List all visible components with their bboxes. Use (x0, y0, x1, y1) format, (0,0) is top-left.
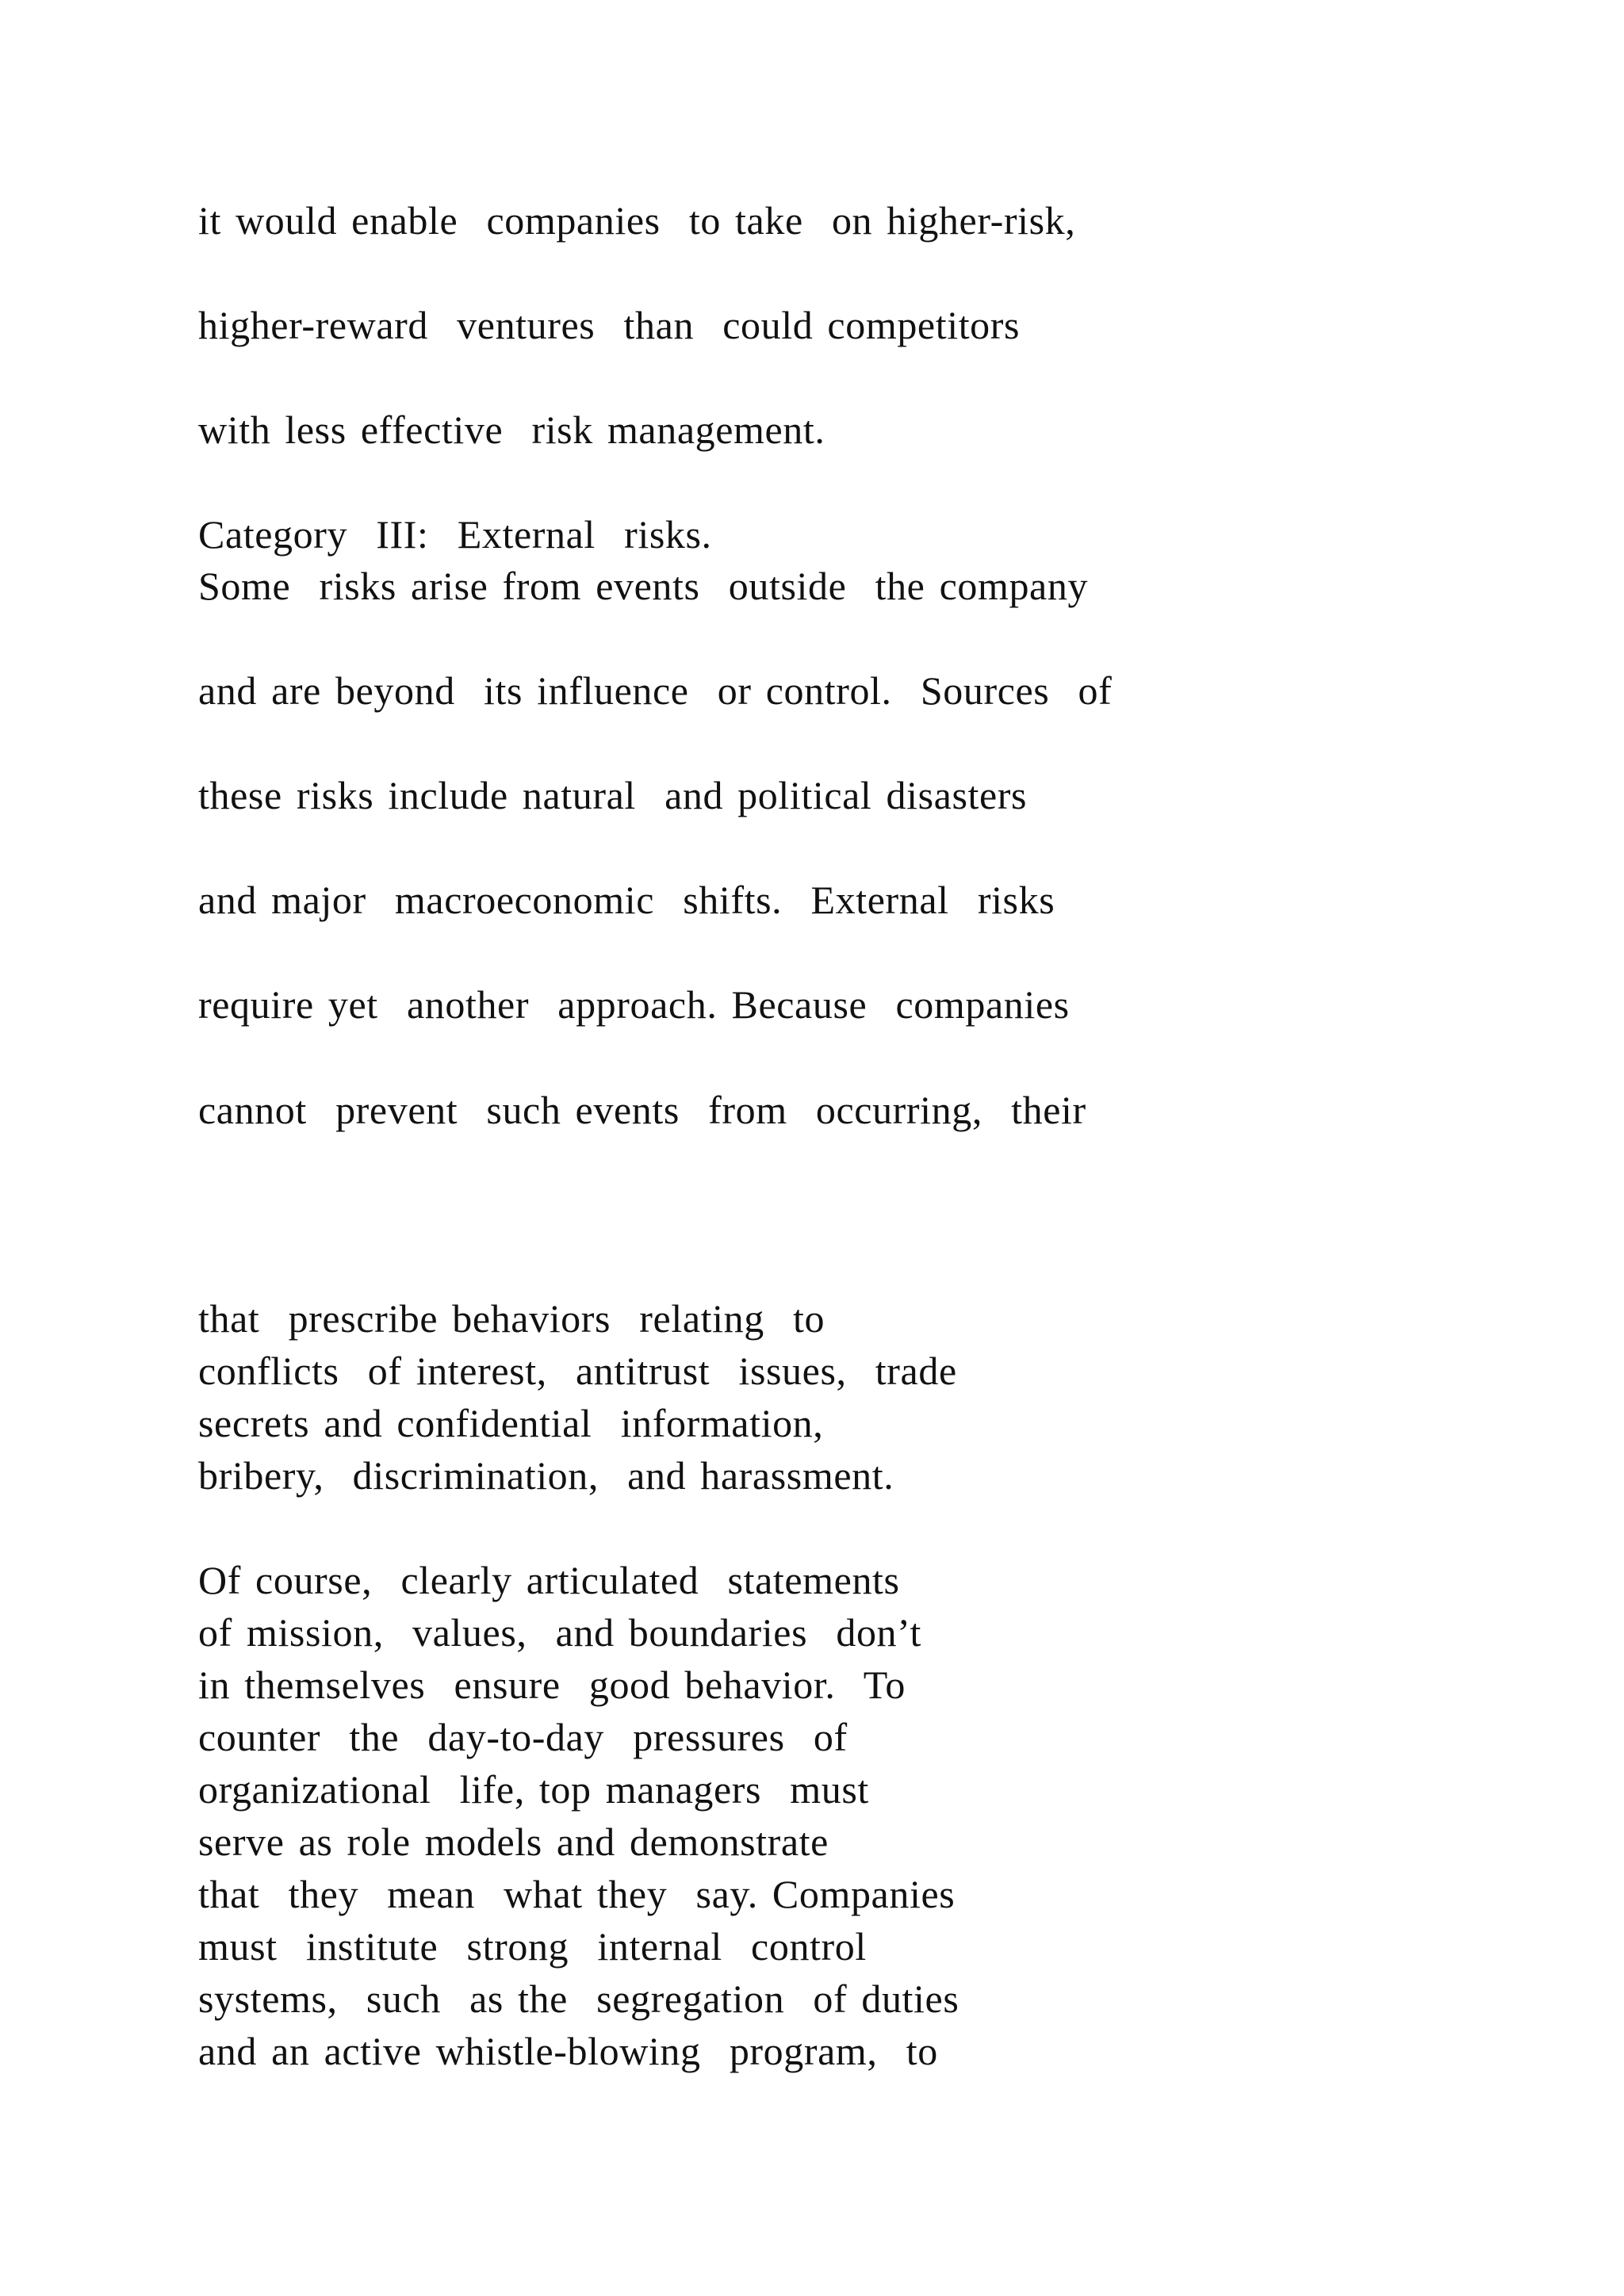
text-line: these risks include natural and political disasters (198, 773, 1028, 817)
text-line: conflicts of interest, antitrust issues, trade (198, 1349, 957, 1393)
text-line: Some risks arise from events outside the company (198, 564, 1089, 608)
text-line: Of course, clearly articulated statements (198, 1558, 900, 1602)
text-line: cannot prevent such events from occurring, their (198, 1088, 1086, 1132)
text-line: with less effective risk management. (198, 408, 825, 452)
text-line: of mission, values, and boundaries don’t (198, 1610, 921, 1655)
text-line: in themselves ensure good behavior. To (198, 1663, 906, 1707)
text-line: systems, such as the segregation of duties (198, 1976, 959, 2021)
text-line: bribery, discrimination, and harassment. (198, 1453, 894, 1498)
text-line: require yet another approach. Because companies (198, 982, 1070, 1027)
text-line: that prescribe behaviors relating to (198, 1296, 825, 1341)
section-heading: Category III: External risks. (198, 512, 712, 557)
text-line: serve as role models and demonstrate (198, 1820, 829, 1864)
text-line: that they mean what they say. Companies (198, 1872, 956, 1916)
text-line: it would enable companies to take on higher-risk, (198, 198, 1076, 243)
text-line: organizational life, top managers must (198, 1767, 869, 1812)
text-line: and major macroeconomic shifts. External risks (198, 878, 1055, 922)
text-line: must institute strong internal control (198, 1924, 867, 1969)
text-line: and an active whistle-blowing program, to (198, 2029, 938, 2073)
text-line: counter the day-to-day pressures of (198, 1715, 848, 1759)
text-line: secrets and confidential information, (198, 1401, 824, 1445)
text-line: and are beyond its influence or control. Sources of (198, 668, 1113, 713)
text-line: higher-reward ventures than could competitors (198, 303, 1021, 347)
